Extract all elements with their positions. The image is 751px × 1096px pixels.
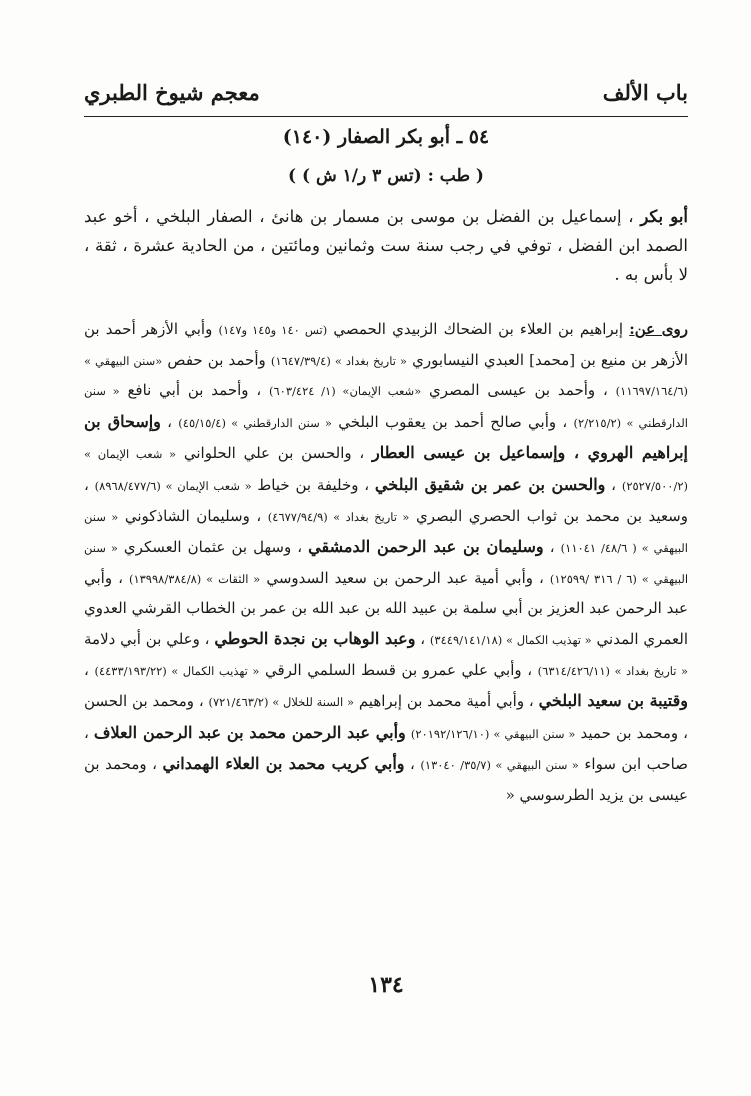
narrator-text: ،: [404, 755, 421, 774]
narrator-text: ، وأحمد بن أبي نافع: [119, 381, 269, 400]
narrator-text: ، والحسن بن علي الحلواني: [176, 444, 372, 463]
narrator-text: ، وسليمان الشاذكوني: [118, 506, 268, 525]
source-reference: (تس ١٤٠ و١٤٥ و١٤٧): [218, 323, 328, 337]
narrator-text: ، وأبي صالح أحمد بن يعقوب البلخي: [331, 412, 574, 431]
source-reference: « تهذيب الكمال » (٤٤٣٣/١٩٣/٢٢): [94, 663, 260, 678]
narrator-text: ، ومحمد بن عيسى بن يزيد الطرسوسي «: [84, 755, 688, 804]
narrator-name-bold: وقتيبة بن سعيد البلخي: [538, 691, 688, 711]
narrator-name-bold: وعبد الوهاب بن نجدة الحوطي: [214, 628, 416, 648]
narrator-text: ، وخليفة بن خياط: [251, 475, 375, 494]
narrator-text: إبراهيم بن العلاء بن الضحاك الزبيدي الحمصي: [327, 320, 624, 338]
narrator-text: ، صاحب ابن سواء: [84, 723, 688, 774]
source-reference: « تاريخ بغداد » (٤٦٧٧/٩٤/٩): [267, 509, 410, 524]
narrator-text: ،: [160, 412, 179, 431]
narrator-text: ،: [543, 538, 561, 557]
biography-lead: أبو بكر: [640, 207, 689, 226]
page-number: ١٣٤: [368, 972, 404, 998]
source-reference: « شعب الإيمان » (٨٩٦٨/٤٧٧/٦): [94, 478, 252, 493]
narrators-paragraph: [84, 315, 688, 975]
source-reference: «سنن البيهقي » (١١٦٩٧/١٦٤/٦): [84, 353, 688, 399]
source-reference: « سنن الدارقطني » (٤٥/١٥/٤): [178, 415, 332, 430]
narrator-text: ، وأبي علي عمرو بن قسط السلمي الرقي: [259, 660, 538, 679]
narrator-text: ، وأحمد بن عيسى المصري: [421, 381, 616, 400]
narrator-text: ، وسعيد بن محمد بن ثواب الحصري البصري: [84, 475, 688, 525]
biography-text: ، إسماعيل بن الفضل بن موسى بن مسمار بن هانئ ، الصفار البلخي ، أخو عبد الصمد ابن الفضل ، توفي في رجب سنة ست وثمانين ومائتين ، من الحادية عشرة ، ثقة ، لا بأس به .: [84, 207, 688, 284]
source-reference: « سنن البيهقي » (٦ / ٣١٦ /١٢٥٩٩): [84, 541, 688, 586]
source-reference: « سنن الدارقطني » (٢/٢١٥/٢): [84, 384, 688, 430]
narrator-text: ، وعلي بن أبي دلامة: [84, 629, 215, 648]
header-divider: [84, 116, 688, 117]
entry-heading: ٥٤ ـ أبو بكر الصفار (١٤٠): [282, 126, 490, 148]
running-header: [84, 72, 688, 112]
narrator-text: وأحمد بن حفص: [162, 350, 271, 369]
narrators-lead: روى عن:: [629, 320, 688, 338]
narrator-text: ،: [84, 660, 95, 679]
narrator-name-bold: وأبي كريب محمد بن العلاء الهمداني: [162, 754, 405, 774]
narrator-text: ، وأبي أمية محمد بن إبراهيم: [353, 692, 539, 711]
source-reference: «شعب الإيمان» (١/ ٦٠٣/٤٢٤): [269, 384, 422, 399]
narrator-name-bold: وأبي عبد الرحمن محمد بن عبد الرحمن العلاف: [93, 722, 406, 742]
narrator-name-bold: والحسن بن عمر بن شقيق البلخي: [374, 474, 606, 494]
source-reference: « الثقات » (١٣٩٩٨/٣٨٤/٨): [128, 571, 261, 586]
narrator-text: وأبي الأزهر أحمد بن الأزهر بن منيع بن [محمد] العبدي النيسابوري: [84, 320, 688, 369]
source-reference: « تهذيب الكمال » (٣٤٤٩/١٤١/١٨): [429, 632, 592, 647]
source-reference: « السنة للخلال » (٧٢١/٤٦٣/٢): [208, 695, 354, 710]
source-reference: « شعب الإيمان » (٢٥٢٧/٥٠٠/٢): [84, 447, 688, 493]
biography-paragraph: [84, 202, 688, 289]
narrator-text: ، وأبي عبد الرحمن عبد العزيز بن أبي سلمة بن عبيد الله بن عبد الله بن عمر بن الخطاب القرشي العدوي العمري المدني: [84, 568, 688, 648]
narrator-text: ، ومحمد بن الحسن ، ومحمد بن حميد: [84, 692, 688, 742]
narrator-text: ، وأبي أمية عبد الرحمن بن سعيد السدوسي: [260, 568, 550, 587]
narrator-name-bold: وسليمان بن عبد الرحمن الدمشقي: [308, 537, 544, 557]
source-reference: « سنن البيهقي » (٢٠١٩٢/١٢٦/١٠): [410, 726, 576, 741]
narrator-text: ،: [605, 475, 622, 494]
chapter-title: باب الألف: [602, 79, 688, 105]
source-reference: « سنن البيهقي » ( ٤٨/٦/ ١١٠٤١): [84, 509, 688, 556]
narrators-list: [84, 320, 688, 804]
source-reference: « تاريخ بغداد » (٦٣١٤/٤٢٦/١١): [537, 663, 688, 678]
source-reference: « تاريخ بغداد » (١٦٤٧/٣٩/٤): [270, 353, 407, 368]
entry-code: ( طب : (تس ٣ ر/١ ش ) ): [288, 166, 484, 186]
book-title: معجم شيوخ الطبري: [84, 79, 260, 105]
source-reference: « سنن البيهقي » (٣٥/٧/ ١٣٠٤٠): [420, 758, 579, 773]
narrator-text: ، وسهل بن عثمان العسكري: [117, 538, 309, 557]
narrator-text: ،: [415, 629, 430, 648]
narrator-name-bold: وإسحاق بن إبراهيم الهروي ، وإسماعيل بن عيسى العطار: [84, 411, 688, 463]
